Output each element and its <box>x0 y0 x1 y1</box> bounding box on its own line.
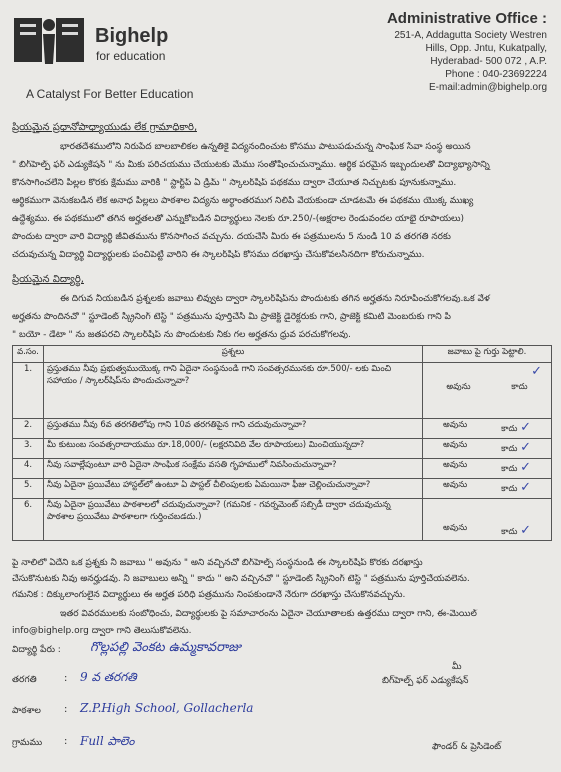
row-question: ప్రస్తుతము నీవు ప్రభుత్వముయొక్క గాని ఏదైనా సంస్థనుండి గాని సంవత్సరమునకు రూ.500/- లకు మించి సహాయం / స్కాలర్‌షిప్‌ను పొందుచున్నావా? <box>44 363 423 419</box>
table-header-row <box>13 346 552 363</box>
table-row <box>13 439 552 459</box>
table-row <box>13 499 552 541</box>
table-row <box>13 459 552 479</box>
brand-subtitle: for education <box>96 49 166 63</box>
note-line: చేసుకొనుటకు నీవు అనర్హుడవు. నీ జవాబులు అన్నీ " కాదు " అని వచ్చినచో " స్టూడెంట్ స్క్రీనింగ్ టెస్ట్ " పత్రమును పూర్తిచేయవలెను. <box>12 574 470 584</box>
answer-yes[interactable]: అవును <box>446 382 471 392</box>
office-phone: Phone : 040-23692224 <box>445 69 547 80</box>
student-name-label: విద్యార్థి పేరు : <box>12 645 61 655</box>
office-line: Hills, Opp. Jntu, Kukatpally, <box>425 43 547 54</box>
row-number: 2. <box>13 419 44 439</box>
class-label: తరగతి <box>12 675 37 685</box>
answer-no[interactable]: కాదు ✓ <box>501 420 532 435</box>
student-name-value[interactable]: గొల్లపల్లి వెంకట ఉమ్మకావరాజు <box>90 640 241 655</box>
row-question: నీవు ఏదైనా ప్రయివేటు హాస్టల్‌లో ఉంటూ ఏ పాస్టల్ చీలింపులకు ఏమయినా ఫీజు చెల్లించుచున్నావా? <box>44 479 423 499</box>
class-value[interactable]: 9 వ తరగతి <box>80 670 137 684</box>
col-header-no: వ.సం. <box>13 346 44 363</box>
para1-line: కొనసాగించలేని పిల్లల కొరకు క్షేమము వారికి " స్టార్ట్‌ప్ ఏ డ్రీమ్ " స్కాలర్‌షిప్ పథకము ద్వారా చేయూత నిచ్చుటకు పూనుకున్నాము. <box>12 178 457 188</box>
row-number: 3. <box>13 439 44 459</box>
school-label: పాఠశాల <box>12 706 41 716</box>
para1-line: చదువుచున్న విద్యార్థి విద్యార్థులకు పంచిపెట్టి వారిని ఈ స్కాలర్‌షిప్ కోసము దరఖాస్తు చేసుకోవలసినదిగా కోరుచున్నాము. <box>12 250 425 260</box>
para2-line: ఈ దిగువ నీయబడిన ప్రశ్నలకు జవాబు లివ్వుట ద్వారా స్కాలర్‌షిప్‌ను పొందుటకు తగిన అర్హతను నిరూపించుకోగలవు.ఒక వేళ <box>60 294 490 304</box>
row-question: నీవు సవాల్లేపుంటూ వారి ఏదైనా సాంఘిక సంక్షేమ వసతి గృహములో నివసించుచున్నావా? <box>44 459 423 479</box>
note-line: గమనిక : దిక్కులాంగులైన విద్యార్థులు ఈ అర్హత పరిధి పత్రమును నింపకుండానే నేరుగా దరఖాస్తు చేసుకొనవచ్చును. <box>12 590 406 600</box>
answer-yes[interactable]: అవును <box>442 460 468 470</box>
salutation-headmaster: ప్రియమైన ప్రధానోపాధ్యాయుడు లేక గ్రామాధికారి, <box>12 122 198 133</box>
note-line: పై నాలిలో ఏదేని ఒక ప్రశ్నకు నీ జవాబు " అవును " అని వచ్చినచో బిగ్‌హెల్ప్ సంస్థనుండి ఈ స్కాలర్‌షిప్ కొరకు దరఖాస్తు <box>12 558 423 568</box>
row-number: 1. <box>13 363 44 419</box>
para2-line: అర్హతను పొందినచో " స్టూడెంట్ స్క్రీనింగ్ టెస్ట్ " పత్రమును పూర్తిచేసి మీ ప్రాజెక్ట్ డైరెక్టరుకు గాని, ప్రాజెక్ట్ కమిటీ మెంబరుకు గాని పి <box>12 312 451 322</box>
col-header-answer: జవాబు పై గుర్తు పెట్టాలి. <box>423 346 552 363</box>
para1-line: ఆర్థికముగా వెనుకబడిన లేక అనాధ పిల్లలు పాఠశాల విద్యను అర్థాంతరముగ నిలిపి వేయకుండా చూడటమే ఈ పథకము యొక్క ముఖ్య <box>12 196 474 206</box>
office-line: Hyderabad- 500 072 , A.P. <box>430 56 547 67</box>
tagline: A Catalyst For Better Education <box>26 87 194 101</box>
row-question: మీ కుటుంబ సంవత్సరాదాయము రూ.18,000/- (లక్షరనివిది వేల రూపాయలు) మించియున్నదా? <box>44 439 423 459</box>
tick-mark: ✓ <box>520 480 532 495</box>
answer-no[interactable]: కాదు ✓ <box>501 523 532 538</box>
founder-title: ఫౌండర్ & ప్రెసిడెంట్ <box>432 742 502 752</box>
para1-line: భారతదేశములోని నిరుపేద బాలబాలికల ఉన్నతికై విద్యనందించుట కోసము పాటుపడుచున్న సాంఘిక సేవా సంస్థ అయిన <box>60 142 471 152</box>
answer-cell[interactable] <box>423 363 552 419</box>
colon: : <box>64 736 68 747</box>
answer-yes[interactable]: అవును <box>442 480 468 490</box>
village-value[interactable]: Full పాలెం <box>80 734 135 748</box>
tick-mark: ✓ <box>520 440 532 455</box>
row-number: 5. <box>13 479 44 499</box>
answer-no[interactable]: కాదు ✓ <box>501 480 532 495</box>
para1-line: పొందుట ద్వారా వారి విద్యార్థి జీవితమును కొనసాగించ వచ్చును. దయచేసి మీరు ఈ పత్రములను 5 నుండి 10 వ తరగతి నరకు <box>12 232 451 242</box>
answer-yes[interactable]: అవును <box>442 440 468 450</box>
tick-mark: ✓ <box>520 523 532 538</box>
answer-cell[interactable] <box>423 459 552 479</box>
office-email: E-mail:admin@bighelp.org <box>429 82 547 93</box>
para1-line: ఉద్దేశ్యము. ఈ పథకములో తగిన అర్హతలతో ఎన్నుకోబడిన విద్యార్థులు నెలకు రూ.250/-(అక్షరాల రెండువందల యాభై రూపాయలు) <box>12 214 465 224</box>
answer-yes[interactable]: అవును <box>442 420 468 430</box>
tick-mark: ✓ <box>520 460 532 475</box>
table-row <box>13 363 552 419</box>
table-row <box>13 419 552 439</box>
para2-line: " బయో - డేటా " ను జతపరచి స్కాలర్‌షిప్ ను పొందుటకు నీకు గల అర్హతను ధ్రువ పరచుకోగలవు. <box>12 330 351 340</box>
school-value[interactable]: Z.P.High School, Gollacherla <box>80 701 254 715</box>
tick-mark: ✓ <box>520 420 532 435</box>
answer-cell[interactable] <box>423 479 552 499</box>
brand-name: Bighelp <box>95 25 169 47</box>
tick-mark: ✓ <box>531 364 542 379</box>
col-header-questions: ప్రశ్నలు <box>44 346 423 363</box>
note-line: ఇతర వివరములకు సంబోధించు, విద్యార్థులకు పై సమాచారంను ఏదైనా చెయూతాలకు ఉత్తరము ద్వారా గాని, ఈ-మెయిల్ <box>60 609 477 619</box>
village-label: గ్రామము <box>12 738 43 748</box>
answer-cell[interactable] <box>423 499 552 541</box>
colon: : <box>64 673 68 684</box>
answer-yes[interactable]: అవును <box>442 523 468 533</box>
answer-cell[interactable] <box>423 439 552 459</box>
office-line: 251-A, Addagutta Society Westren <box>394 30 547 41</box>
answer-no[interactable]: కాదు ✓ <box>501 460 532 475</box>
salutation-student: ప్రియమైన విద్యార్థి, <box>12 274 84 285</box>
note-line: info@bighelp.org ద్వారా గాని తెలుసుకోవలెను. <box>12 626 192 636</box>
row-question: నీవు ఏదైనా ప్రయివేటు పాఠశాలలో చదువుచున్నావా? (గమనిక - గవర్నమెంట్ సబ్సిడీ ద్వారా చదువుచున్న పాఠశాల ప్రయివేటు పాఠశాలగా గుర్తించబడదు.) <box>44 499 423 541</box>
office-address <box>357 10 547 94</box>
answer-no[interactable]: కాదు <box>511 382 528 392</box>
row-number: 4. <box>13 459 44 479</box>
answer-cell[interactable] <box>423 419 552 439</box>
eligibility-table <box>12 345 552 541</box>
signature-block <box>382 660 468 688</box>
para1-line: " బిగ్‌హెల్ప్ ఫర్ ఎడ్యుకేషన్ " ను మీకు పరిచయము చేయుటకు మేము సంతోషించుచున్నాము. ఆర్థిక పరమైన ఇబ్బందులతో విద్యాభ్యాసాన్ని <box>12 160 490 170</box>
office-title: Administrative Office : <box>386 10 547 27</box>
sign-line: మీ <box>452 662 462 672</box>
row-question: ప్రస్తుతము నీవు 6వ తరగతిలోపు గాని 10వ తరగతిపైన గాని చదువుచున్నావా? <box>44 419 423 439</box>
answer-no[interactable]: కాదు ✓ <box>501 440 532 455</box>
row-number: 6. <box>13 499 44 541</box>
sign-line: బిగ్‌హెల్ప్ ఫర్ ఎడ్యుకేషన్ <box>382 676 469 686</box>
table-row <box>13 479 552 499</box>
colon: : <box>64 704 68 715</box>
book-logo-icon <box>12 12 86 68</box>
